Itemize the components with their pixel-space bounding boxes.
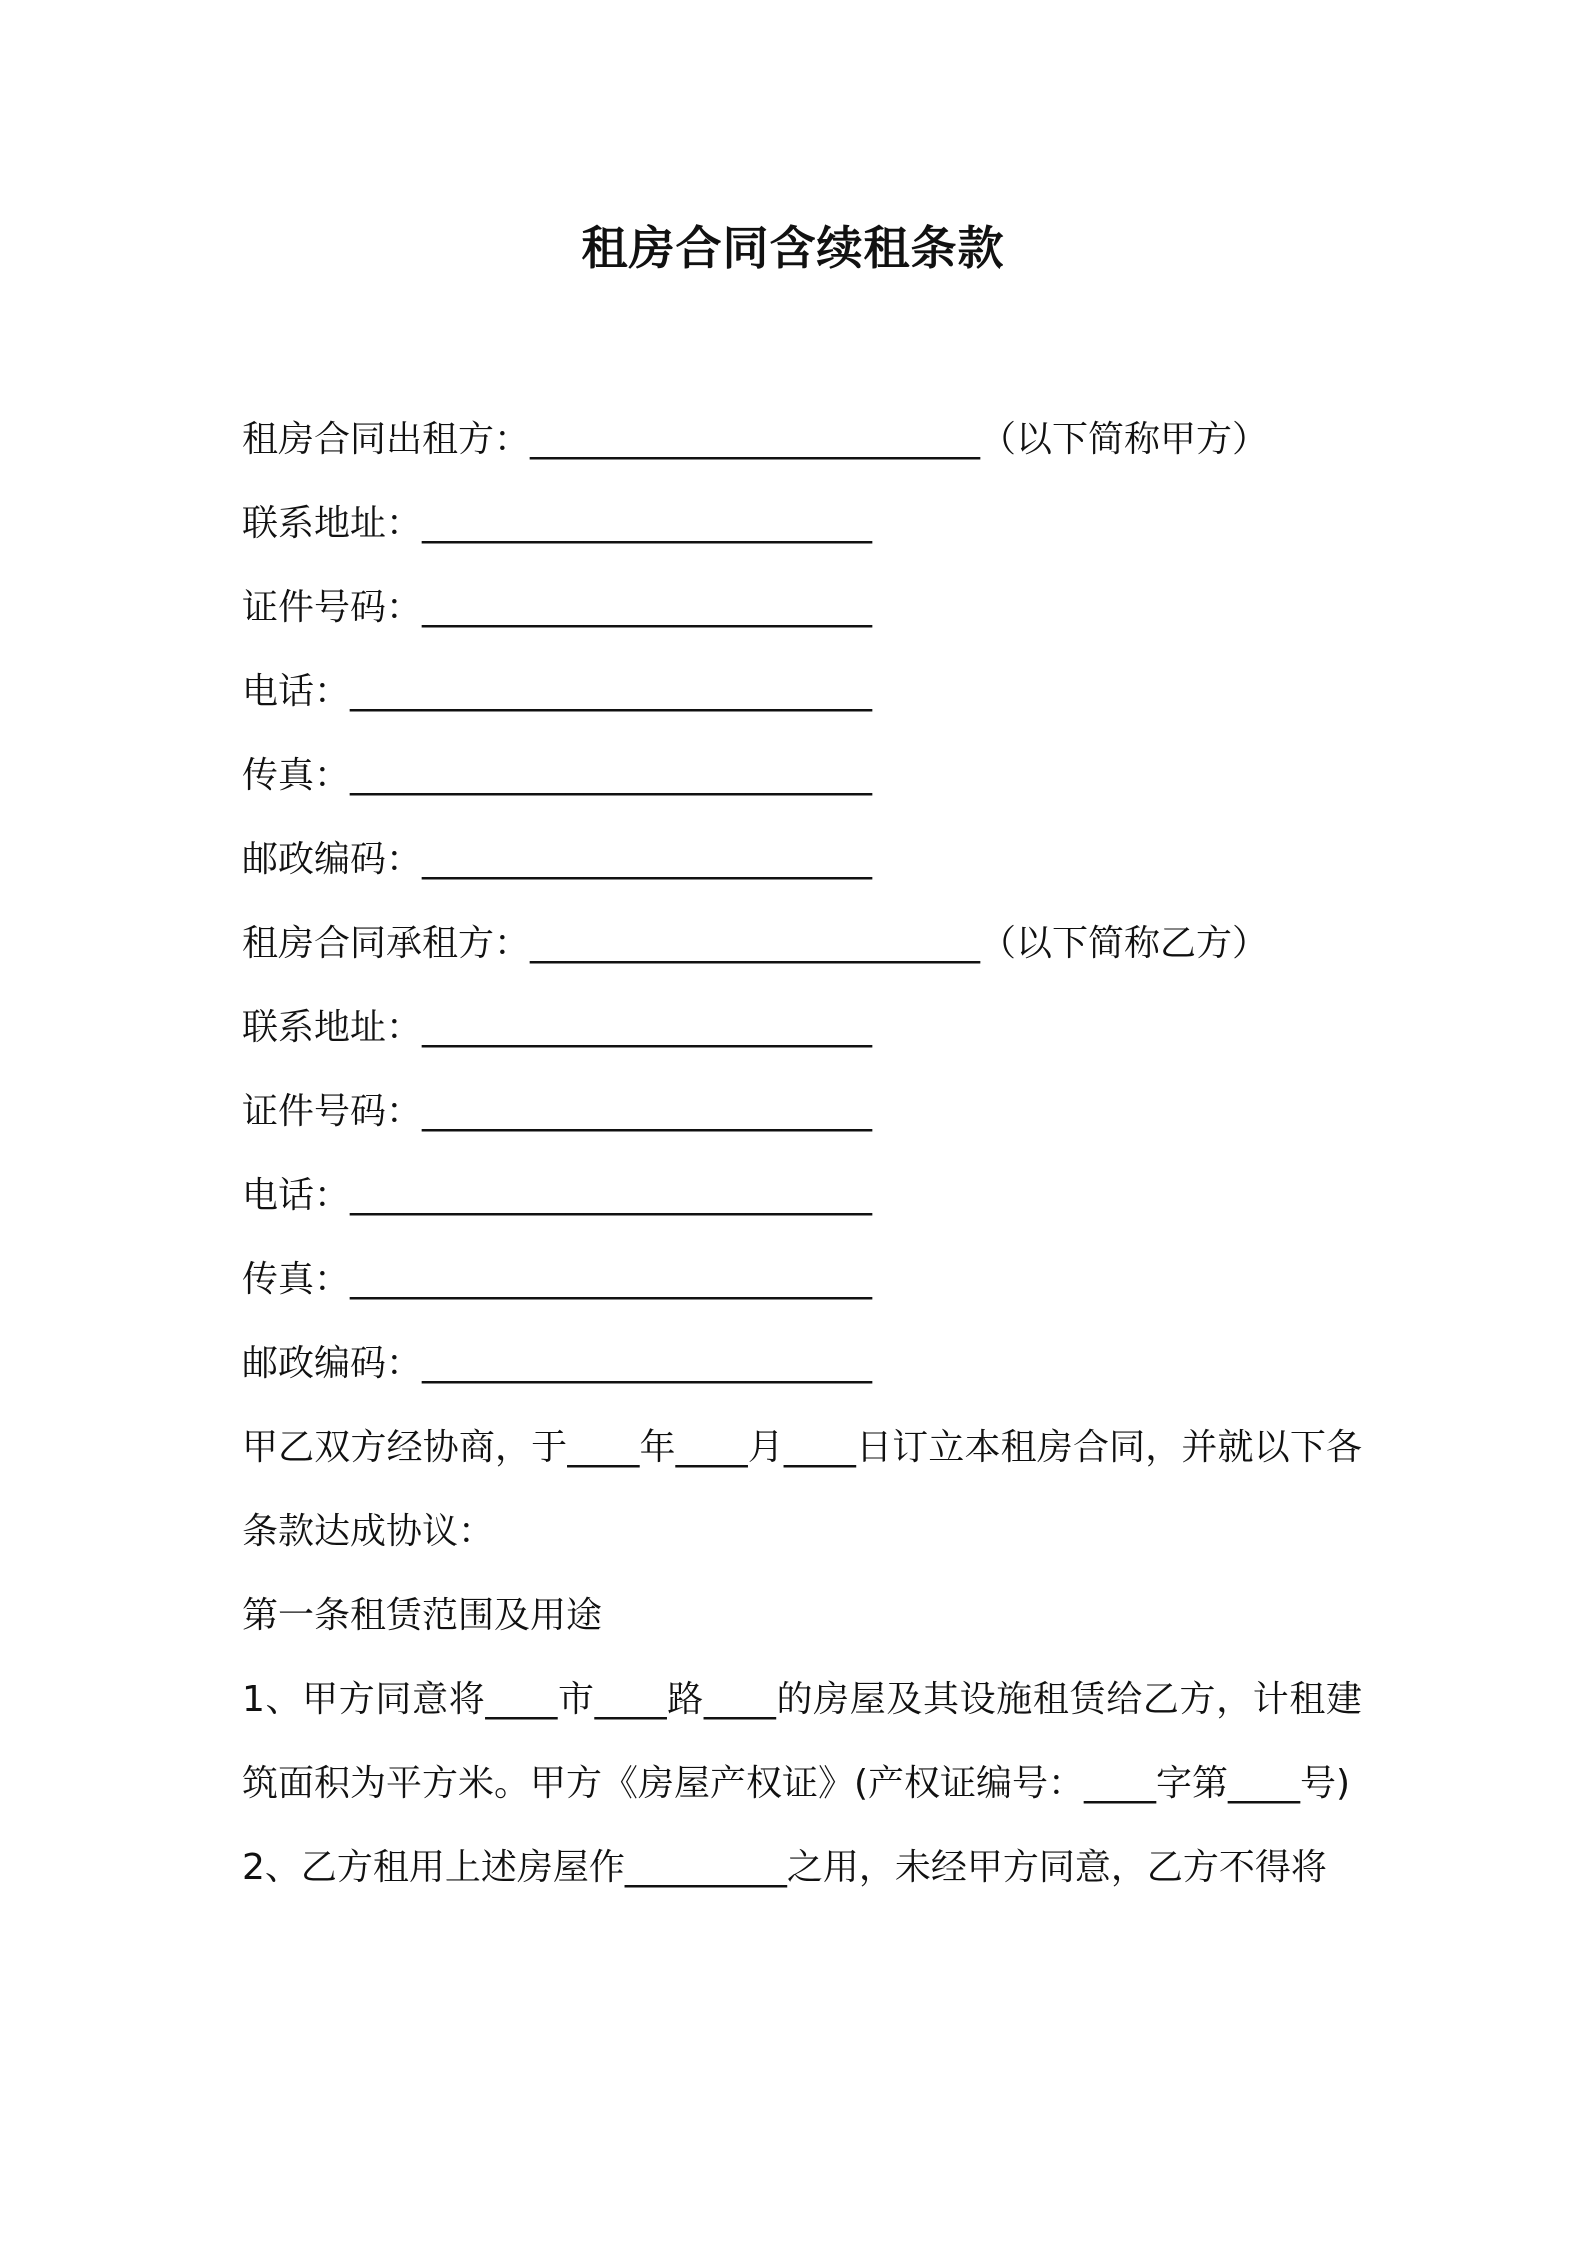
lessee-address-field: 联系地址：_________________________: [242, 1007, 873, 1048]
lessor-fax-field: 传真：_____________________________: [242, 755, 873, 796]
lessee-fax-field: 传真：_____________________________: [242, 1259, 873, 1300]
lessor-party-line: 租房合同出租方：_________________________（以下简称甲方）: [242, 419, 1269, 460]
clause-1-paragraph: 1、甲方同意将____市____路____的房屋及其设施租赁给乙方，计租建筑面积为平方米。甲方《房屋产权证》(产权证编号：____字第____号): [242, 1679, 1362, 1804]
lessee-party-line: 租房合同承租方：_________________________（以下简称乙方）: [242, 923, 1269, 964]
document-title: 租房合同含续租条款: [581, 221, 1005, 275]
lessor-address-field: 联系地址：_________________________: [242, 503, 873, 544]
preamble-paragraph: 甲乙双方经协商，于____年____月____日订立本租房合同，并就以下各条款达成协议：: [242, 1427, 1362, 1552]
document-body: [242, 398, 1362, 1910]
lessee-postcode-field: 邮政编码：_________________________: [242, 1343, 873, 1384]
lessor-postcode-field: 邮政编码：_________________________: [242, 839, 873, 880]
lessee-id-number-field: 证件号码：_________________________: [242, 1091, 873, 1132]
clause-2-paragraph: 2、乙方租用上述房屋作_________之用，未经甲方同意，乙方不得将: [242, 1847, 1327, 1888]
lessor-id-number-field: 证件号码：_________________________: [242, 587, 873, 628]
article-1-heading: 第一条租赁范围及用途: [242, 1595, 603, 1636]
lessee-phone-field: 电话：_____________________________: [242, 1175, 873, 1216]
lessor-phone-field: 电话：_____________________________: [242, 671, 873, 712]
